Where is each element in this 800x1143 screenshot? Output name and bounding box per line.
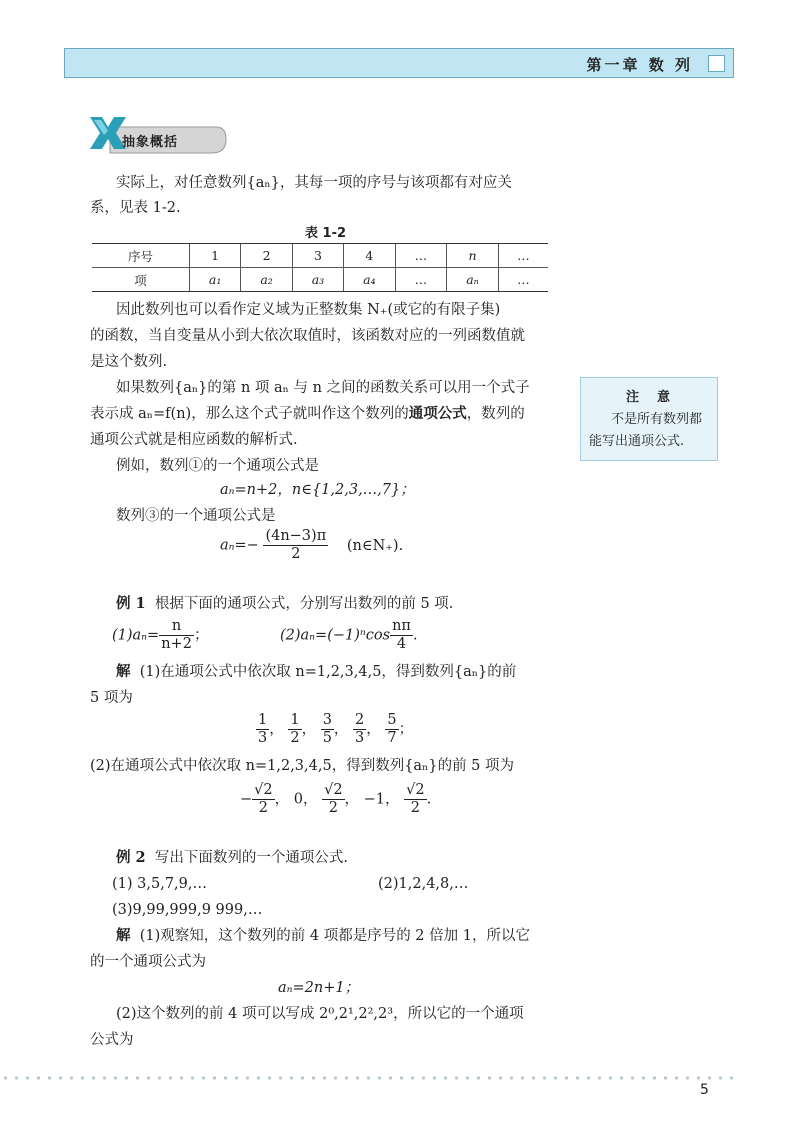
solution-2-line-2: 的一个通项公式为 xyxy=(90,954,206,970)
solution-2-formula: aₙ=2n+1； xyxy=(278,980,360,996)
solution-2-line-4: 公式为 xyxy=(90,1032,134,1048)
fraction-term xyxy=(385,712,398,747)
fraction-numerator: 3 xyxy=(322,712,332,728)
table-cell: aₙ xyxy=(447,268,499,292)
table-cell: 序号 xyxy=(92,244,189,268)
fraction-denominator: 7 xyxy=(387,730,397,746)
table-caption: 表 1-2 xyxy=(305,226,347,241)
example-intro-line-2: 数列③的一个通项公式是 xyxy=(116,508,276,524)
sqrt-fraction xyxy=(404,782,426,817)
part-1-lhs: (1)aₙ= xyxy=(112,627,160,644)
table-cell: a₁ xyxy=(189,268,240,292)
section-label: 抽象概括 xyxy=(122,135,179,150)
table-cell: … xyxy=(395,244,447,268)
fraction-numerator: √2 xyxy=(254,782,273,798)
solution-1-line-3: (2)在通项公式中依次取 n=1,2,3,4,5，得到数列{aₙ}的前 5 项为 xyxy=(90,758,515,774)
page-number: 5 xyxy=(700,1082,709,1098)
para-formula-line-2b: ，数列的 xyxy=(466,406,525,422)
table-cell: … xyxy=(498,268,548,292)
para-formula-line-2a: 表示成 aₙ=f(n)，那么这个式子就叫作这个数列的 xyxy=(90,406,409,422)
example-1-text: 根据下面的通项公式，分别写出数列的前 5 项. xyxy=(154,596,454,612)
fraction-numerator: 1 xyxy=(290,712,300,728)
para-formula-line-1: 如果数列{aₙ}的第 n 项 aₙ 与 n 之间的函数关系可以用一个式子 xyxy=(116,380,530,396)
chapter-header-bar xyxy=(64,48,734,78)
side-note-box xyxy=(580,377,718,461)
table-cell: n xyxy=(447,244,499,268)
solution-1-sqrt-terms xyxy=(240,782,431,817)
fraction-denominator: n+2 xyxy=(161,636,192,652)
part-2-lhs: (2)aₙ=(−1)ⁿcos xyxy=(280,627,391,644)
fraction-numerator: n xyxy=(159,618,194,636)
solution-2-line-1 xyxy=(90,922,560,950)
fraction-denominator: 4 xyxy=(396,636,407,652)
header-corner-square xyxy=(708,55,725,72)
fraction-denominator: 3 xyxy=(355,730,365,746)
fraction-numerator: nπ xyxy=(392,618,411,634)
fraction-denominator: 3 xyxy=(258,730,268,746)
fraction-denominator: 2 xyxy=(258,800,268,816)
fraction-denominator: 5 xyxy=(322,730,332,746)
table-row-index xyxy=(92,244,548,268)
table-cell: … xyxy=(395,268,447,292)
formula-3-domain: (n∈N₊). xyxy=(346,537,404,554)
sqrt-fraction xyxy=(322,782,344,817)
fractions-end: ； xyxy=(398,721,414,738)
fraction-numerator: (4n−3)π xyxy=(265,528,327,544)
fraction-numerator: 1 xyxy=(258,712,268,728)
formula-sequence-3 xyxy=(220,528,403,563)
table-cell: 2 xyxy=(241,244,292,268)
table-cell: 1 xyxy=(189,244,240,268)
example-2-part-2: (2)1,2,4,8,… xyxy=(378,876,469,892)
solution-1-fractions: $\frac{1}{3}$ ， $\frac{1}{2}$ ， $\frac{3}{5}$ ， $\frac{2}{3}$ ， $\frac{5}{7}$ ； xyxy=(258,712,414,746)
side-note-body: 不是所有数列都能写出通项公式. xyxy=(589,412,703,449)
fraction-term xyxy=(353,712,366,747)
part-1-end: ； xyxy=(193,627,209,644)
fraction-numerator: 5 xyxy=(387,712,397,728)
example-2-label: 例 2 xyxy=(116,849,146,866)
para-function-line-1: 因此数列也可以看作定义域为正整数集 N₊(或它的有限子集) xyxy=(116,302,501,318)
sqrt-fraction xyxy=(252,782,274,817)
fraction-numerator: √2 xyxy=(406,782,425,798)
neg-one-term: −1 xyxy=(363,791,386,808)
part-2-fraction xyxy=(390,618,413,653)
sequence-index-table xyxy=(92,243,548,292)
example-2-statement xyxy=(90,844,560,872)
table-row-term xyxy=(92,268,548,292)
separator: ， xyxy=(302,791,318,808)
solution-2-text: (1)观察知，这个数列的前 4 项都是序号的 2 倍加 1，所以它 xyxy=(139,928,530,944)
fraction-denominator: 2 xyxy=(328,800,338,816)
table-cell: 3 xyxy=(292,244,343,268)
table-cell: 4 xyxy=(344,244,395,268)
example-2-text: 写出下面数列的一个通项公式. xyxy=(154,850,348,866)
part-2-end: . xyxy=(412,627,418,644)
fraction-denominator: 2 xyxy=(290,730,300,746)
table-cell: a₃ xyxy=(292,268,343,292)
fraction-numerator: 2 xyxy=(355,712,365,728)
formula-sequence-1: aₙ=n+2，n∈{1,2,3,…,7}； xyxy=(220,482,415,498)
fraction-term xyxy=(288,712,301,747)
table-cell: … xyxy=(498,244,548,268)
part-1-fraction xyxy=(159,618,194,653)
fraction-denominator: 2 xyxy=(410,800,420,816)
solution-2-line-3: (2)这个数列的前 4 项可以写成 2⁰,2¹,2²,2³，所以它的一个通项 xyxy=(116,1006,524,1022)
solution-1-line-1 xyxy=(90,658,560,686)
separator: ， xyxy=(385,791,400,808)
solution-1-line-2: 5 项为 xyxy=(90,690,133,706)
separator: ， xyxy=(274,791,290,808)
table-cell: a₂ xyxy=(241,268,292,292)
table-cell: 项 xyxy=(92,268,189,292)
fraction-denominator: 2 xyxy=(291,546,301,562)
example-intro-line-1: 例如，数列①的一个通项公式是 xyxy=(116,458,319,474)
solution-2-label: 解 xyxy=(116,927,131,944)
formula-3-lhs: aₙ=− xyxy=(220,537,259,554)
table-cell: a₄ xyxy=(344,268,395,292)
para-function-line-3: 是这个数列. xyxy=(90,354,168,370)
fraction-term xyxy=(256,712,269,747)
zero-term: 0 xyxy=(293,791,303,808)
terms-end: . xyxy=(426,791,432,808)
intro-line-1: 实际上，对任意数列{aₙ}，其每一项的序号与该项都有对应关 xyxy=(116,175,512,191)
formula-3-fraction xyxy=(263,528,328,563)
intro-line-2: 系，见表 1-2. xyxy=(90,200,181,216)
example-2-part-3: (3)9,99,999,9 999,… xyxy=(112,902,263,918)
separator: ， xyxy=(344,791,360,808)
fraction-numerator: √2 xyxy=(324,782,343,798)
example-1-part-2 xyxy=(280,618,418,653)
term-general-formula: 通项公式 xyxy=(408,405,467,422)
example-1-part-1 xyxy=(112,618,208,653)
para-formula-line-3: 通项公式就是相应函数的解析式. xyxy=(90,432,298,448)
para-formula-line-2 xyxy=(90,400,560,428)
footer-dotted-rule xyxy=(0,1076,740,1080)
solution-1-text: (1)在通项公式中依次取 n=1,2,3,4,5，得到数列{aₙ}的前 xyxy=(139,664,517,680)
example-1-statement xyxy=(90,590,560,618)
example-1-label: 例 1 xyxy=(116,595,146,612)
minus-sign: − xyxy=(240,791,253,808)
example-2-part-1: (1) 3,5,7,9,… xyxy=(112,876,207,892)
solution-1-label: 解 xyxy=(116,663,131,680)
side-note-title: 注意 xyxy=(625,390,688,405)
fraction-term xyxy=(321,712,334,747)
para-function-line-2: 的函数，当自变量从小到大依次取值时，该函数对应的一列函数值就 xyxy=(90,328,525,344)
chapter-title: 第一章 数 列 xyxy=(586,56,693,74)
